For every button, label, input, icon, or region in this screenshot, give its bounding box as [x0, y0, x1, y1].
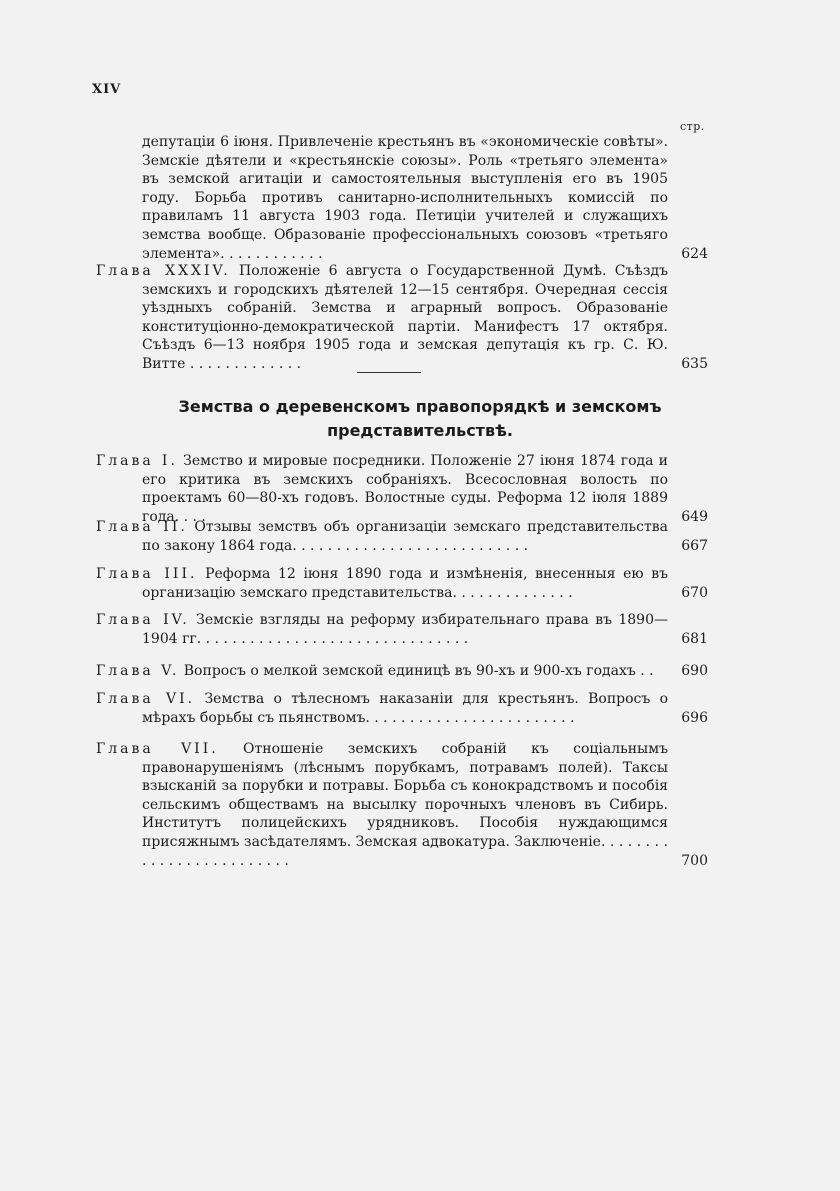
- page-number: XIV: [92, 82, 122, 97]
- toc-entry-page: 700: [681, 852, 708, 869]
- toc-entry-page: 624: [681, 245, 708, 262]
- toc-entry-page: 667: [681, 537, 708, 554]
- toc-entry-page: 670: [681, 584, 708, 601]
- toc-entry-text: Положеніе 6 августа о Государственной Думѣ. Съѣздъ земскихъ и городскихъ дѣятелей 12—15 сентября. Очередная сессія уѣздныхъ собраній. Земства и аграрный вопросъ. Образованіе конституціонно-демократической партіи. Манифестъ 17 октября. Съѣздъ 6—13 ноября 1905 года и земская депутація къ гр. С. Ю. Витте . . . . . . . . . . . . .: [142, 263, 669, 372]
- toc-entry-chapter-7: [96, 740, 708, 870]
- chapter-label: Глава IV.: [96, 612, 190, 628]
- toc-entry-continuation: [96, 133, 708, 263]
- toc-entry-page: 635: [681, 355, 708, 372]
- toc-entry-text: депутаціи 6 іюня. Привлеченіе крестьянъ въ «экономическіе совѣты». Земскіе дѣятели и «крестьянскіе союзы». Роль «третьяго элемента» въ земской агитаціи и самостоятельныя выступленія его въ 1905 году. Борьба противъ санитарно-исполнительныхъ комиссій по правиламъ 11 августа 1903 года. Петиціи учителей и служащихъ земства вообще. Образованіе профессіональныхъ союзовъ «третьяго элемента». . . . . . . . . . . .: [142, 134, 668, 262]
- chapter-label: Глава VII.: [96, 741, 219, 757]
- toc-entry-page: 681: [681, 630, 708, 647]
- toc-entry-text: Отношеніе земскихъ собраній къ соціальнымъ правонарушеніямъ (лѣснымъ порубкамъ, потравамъ полей). Таксы взысканій за порубки и потравы. Борьба съ конокрадствомъ и пособія сельскимъ обществамъ на высылку порочныхъ членовъ въ Сибирь. Институтъ полицейскихъ урядниковъ. Пособія нуждающимся присяжнымъ засѣдателямъ. Земская адвокатура. Заключеніе. . . . . . . . . . . . . . . . . . . . . . . . .: [142, 741, 668, 869]
- toc-entry-text: Земства о тѣлесномъ наказаніи для крестьянъ. Вопросъ о мѣрахъ борьбы съ пьянствомъ. . . . . . . . . . . . . . . . . . . . . . . .: [142, 691, 669, 726]
- toc-entry-page: 649: [681, 508, 708, 525]
- toc-entry-chapter-4: [96, 611, 708, 648]
- chapter-label: Глава VI.: [96, 691, 196, 707]
- toc-entry-chapter-3: [96, 565, 708, 602]
- pages-column-label: стр.: [680, 120, 705, 133]
- chapter-label: Глава XXXIV.: [96, 263, 231, 279]
- chapter-label: Глава I.: [96, 453, 178, 469]
- toc-entry-text: Земскіе взгляды на реформу избирательнаго права въ 1890—1904 гг. . . . . . . . . . . . . . . . . . . . . . . . . . . . . . .: [142, 612, 668, 647]
- chapter-label: Глава III.: [96, 566, 198, 582]
- chapter-label: Глава II.: [96, 519, 188, 535]
- toc-entry-chapter-6: [96, 690, 708, 727]
- toc-entry-text: Вопросъ о мелкой земской единицѣ въ 90-хъ и 900-хъ годахъ . .: [183, 663, 654, 679]
- toc-entry-page: 696: [681, 709, 708, 726]
- toc-entry-text: Земство и мировые посредники. Положеніе 27 іюня 1874 года и его критика въ земскихъ собраніяхъ. Всесословная волость по проектамъ 60—80-хъ годовъ. Волостные суды. Реформа 12 іюля 1889 года. . . .: [142, 453, 669, 525]
- toc-entry-text: Отзывы земствъ объ организаціи земскаго представительства по закону 1864 года. . . . . . . . . . . . . . . . . . . . . . . . . . .: [142, 519, 668, 554]
- toc-entry-page: 690: [681, 663, 708, 679]
- toc-entry-chapter-2: [96, 518, 708, 555]
- toc-entry-text: Реформа 12 іюня 1890 года и измѣненія, внесенныя ею въ организацію земскаго представительства. . . . . . . . . . . . . .: [142, 566, 668, 601]
- section-divider: [357, 372, 421, 373]
- section-title: Земства о деревенскомъ правопорядкѣ и земскомъ представительствѣ.: [178, 397, 662, 440]
- chapter-label: Глава V.: [96, 663, 180, 679]
- toc-entry-chapter-1: [96, 452, 708, 526]
- toc-entry-chapter-5: [96, 662, 708, 681]
- toc-entry-chapter-xxxiv: [96, 262, 708, 374]
